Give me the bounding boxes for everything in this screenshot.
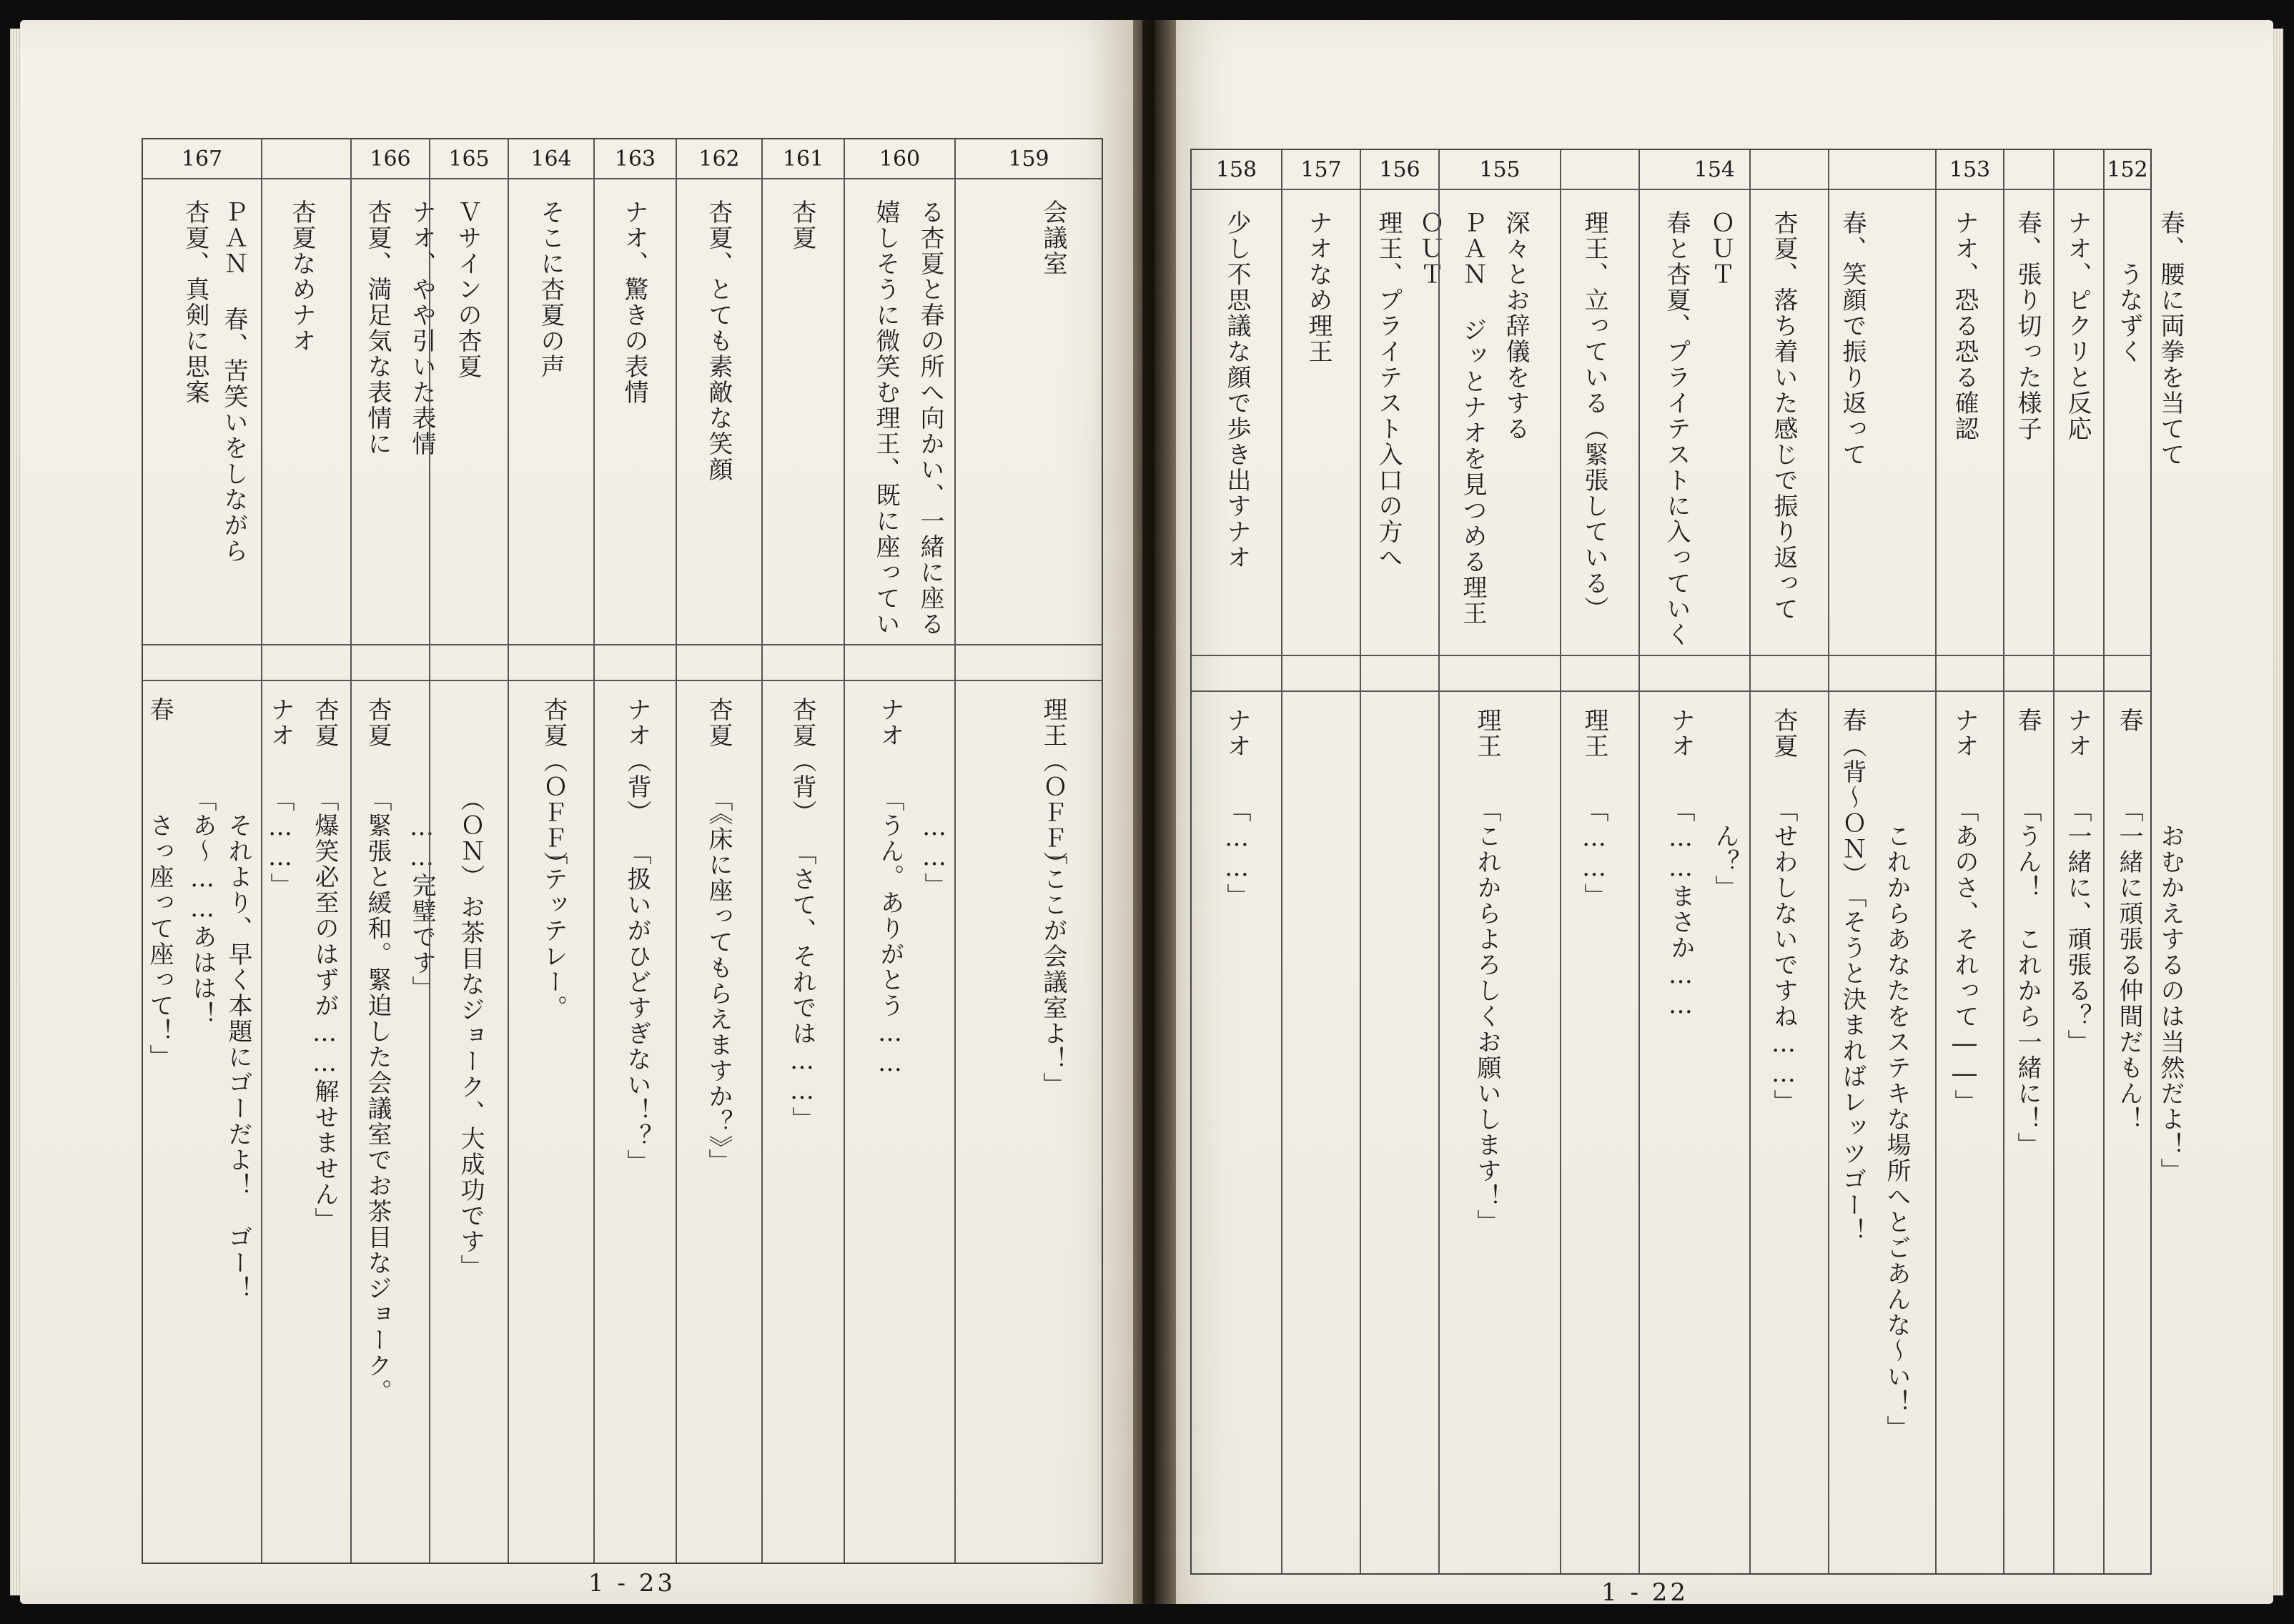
speaker-name: ナオ (2063, 708, 2092, 759)
action-text: ナオ、やや引いた表情 (407, 199, 436, 457)
action-text: 杏夏、とても素敵な笑顔 (704, 199, 733, 482)
scene-number: 152 (2105, 150, 2150, 190)
dialogue-line: 「うん。ありがとう…… (876, 787, 904, 1079)
speaker-name: 理王 (1580, 708, 1608, 759)
action-text: 杏夏、落ち着いた感じで振り返って (1769, 210, 1798, 622)
dialogue-line: 「テッテレー。 (539, 841, 568, 1021)
scene-column-167b (261, 139, 350, 1563)
action-text: 少し不思議な顔で歩き出すナオ (1222, 210, 1251, 570)
scene-column-161 (761, 139, 844, 1563)
page-number: 1 - 23 (588, 1569, 676, 1598)
speaker-name: 杏夏 (363, 697, 392, 748)
scene-column-160 (844, 139, 954, 1563)
left-page (20, 20, 1142, 1604)
scene-number: 157 (1282, 150, 1360, 190)
dialogue-line: 「……まさか…… (1666, 798, 1695, 1021)
scene-number: 158 (1192, 150, 1281, 190)
scene-column-153 (1935, 150, 2003, 1573)
page-edge-right (2273, 29, 2283, 1595)
scene-number: 164 (509, 139, 593, 179)
scene-number: 167 (143, 139, 261, 179)
action-text: 深々とお辞儀をする (1501, 210, 1530, 442)
action-text: 理王、プライテスト入口の方へ (1374, 210, 1403, 570)
dialogue-line: ん？」 (1711, 798, 1739, 901)
scene-column-155b (1560, 150, 1638, 1573)
scene-column-155 (1438, 150, 1560, 1573)
dialogue-line: 「これからよろしくお願いします！」 (1473, 798, 1501, 1235)
action-text: 会議室 (1039, 199, 1067, 277)
speaker-name: 春 (145, 697, 174, 723)
dialogue-line: ……」 (920, 787, 949, 898)
scene-number: 162 (677, 139, 761, 179)
dialogue-line: 「一緒に、頑張る？」 (2063, 798, 2092, 1055)
speaker-name: 杏夏 (310, 697, 339, 748)
speaker-name: 春（背～ＯＮ） (1838, 708, 1867, 888)
scene-column-163 (593, 139, 676, 1563)
action-text: 理王、立っている（緊張している） (1580, 210, 1608, 622)
action-text: ナオ、驚きの表情 (620, 199, 648, 405)
dialogue-line: 「せわしないですね……」 (1769, 798, 1798, 1115)
dialogue-line: 「……」 (266, 787, 295, 898)
speaker-name: 杏夏 (704, 697, 733, 748)
action-text: ナオなめ理王 (1304, 210, 1333, 365)
scene-number: 166 (352, 139, 429, 179)
dialogue-line: 「さて、それでは……」 (788, 841, 816, 1132)
scene-number: 161 (763, 139, 844, 179)
page-edge-left (10, 29, 20, 1595)
scene-column-154 (1638, 150, 1749, 1573)
speaker-name: ナオ (876, 697, 904, 748)
dialogue-line: おむかえするのは当然だよ！」 (2156, 798, 2185, 1184)
action-text: 嬉しそうに微笑む理王、既に座ってい (871, 199, 900, 637)
speaker-name: ナオ（背） (623, 697, 651, 826)
scene-column-167 (143, 139, 261, 1563)
dialogue-line: それより、早く本題にゴーだよ！ ゴー！ (224, 787, 252, 1302)
scene-number: 160 (845, 139, 954, 179)
dialogue-line: これからあなたをステキな場所へとごあんな～い！」 (1882, 798, 1911, 1441)
page-number: 1 - 22 (1601, 1578, 1689, 1607)
action-text: 春と杏夏、プライテストに入っていく (1662, 210, 1691, 648)
scene-column-153b (2003, 150, 2053, 1573)
action-text: ＯＵＴ (1415, 210, 1444, 287)
action-text: ナオ、恐る恐る確認 (1950, 210, 1979, 442)
scene-number: 165 (430, 139, 508, 179)
speaker-name: ナオ (266, 697, 295, 748)
dialogue-line: 「うん！ これから一緒に！」 (2013, 798, 2042, 1158)
scene-column-158 (1192, 150, 1281, 1573)
script-table-right (1190, 149, 2185, 1575)
scene-number: 153 (1937, 150, 2003, 190)
action-text: ＰＡＮ ジッとナオを見つめる理王 (1458, 210, 1487, 626)
scene-number: 154 (1640, 150, 1749, 190)
scene-column-159 (954, 139, 1102, 1563)
speaker-name: 杏夏 (1769, 708, 1798, 759)
action-text: Ｖサインの杏夏 (453, 199, 482, 380)
dialogue-line: お茶目なジョーク、大成功です」 (456, 894, 485, 1280)
action-text: 春、腰に両拳を当てて (2156, 210, 2185, 467)
scene-column-165 (429, 139, 508, 1563)
action-text: 杏夏、満足気な表情に (363, 199, 392, 457)
action-text: る杏夏と春の所へ向かい、一緒に座る (916, 199, 944, 637)
dialogue-line: 「あ～……あはは！ (188, 787, 217, 1027)
speaker-name: ナオ (1666, 708, 1695, 759)
action-text: 杏夏、真剣に思案 (181, 199, 209, 405)
scene-column-154b (1749, 150, 1828, 1573)
speaker-name: ナオ (1222, 708, 1251, 759)
dialogue-line: 「ここが会議室よ！」 (1039, 841, 1067, 1098)
scene-column-164 (508, 139, 593, 1563)
scene-column-156 (1360, 150, 1444, 1573)
action-text: 杏夏 (788, 199, 816, 251)
scene-column-157 (1281, 150, 1360, 1573)
action-text: 春、笑顔で振り返って (1838, 210, 1867, 467)
dialogue-line: 「一緒に頑張る仲間だもん！ (2115, 798, 2143, 1132)
dialogue-line: 「爆笑必至のはずが……解せません」 (310, 787, 339, 1233)
dialogue-line: ……完璧です」 (407, 787, 436, 1001)
dialogue-line: 「そうと決まればレッツゴー！ (1838, 883, 1867, 1244)
right-page (1155, 20, 2273, 1607)
dialogue-line: さっ座って座って！」 (145, 787, 174, 1070)
book-gutter (1133, 20, 1176, 1604)
action-text: ＯＵＴ (1706, 210, 1735, 287)
scene-number: 156 (1361, 150, 1438, 190)
action-text: そこに杏夏の声 (536, 199, 565, 380)
dialogue-line: （ＯＮ） (456, 787, 485, 890)
dialogue-line: 「……」 (1580, 798, 1608, 909)
scene-column-166 (350, 139, 436, 1563)
dialogue-line: 「あのさ、それって――」 (1950, 798, 1979, 1115)
action-text: ナオ、ピクリと反応 (2063, 210, 2092, 442)
scene-number: 159 (956, 139, 1102, 179)
scene-column-153c (2053, 150, 2103, 1573)
scene-column-152 (2103, 150, 2185, 1573)
speaker-name: 杏夏（背） (788, 697, 816, 826)
action-text: 杏夏なめナオ (287, 199, 316, 354)
script-table-left (142, 138, 1103, 1564)
scene-number: 155 (1440, 150, 1560, 190)
action-text: うなずく (2115, 262, 2143, 365)
dialogue-line: 「《床に座ってもらえますか？》」 (704, 787, 733, 1174)
speaker-name: 春 (2115, 708, 2143, 733)
dialogue-line: 「……」 (1222, 798, 1251, 909)
speaker-name: 杏夏（ＯＦＦ） (539, 697, 568, 877)
action-text: ＰＡＮ 春、苦笑いをしながら (219, 199, 248, 564)
speaker-name: ナオ (1950, 708, 1979, 759)
action-text: 春、張り切った様子 (2013, 210, 2042, 442)
speaker-name: 理王 (1473, 708, 1501, 759)
dialogue-line: 「扱いがひどすぎない！？」 (623, 841, 651, 1175)
dialogue-line: 「緊張と緩和。緊迫した会議室でお茶目なジョーク。 (363, 787, 392, 1405)
scene-column-154c (1828, 150, 1935, 1573)
scene-number: 163 (595, 139, 676, 179)
scene-column-162 (676, 139, 761, 1563)
speaker-name: 理王（ＯＦＦ） (1039, 697, 1067, 877)
speaker-name: 春 (2013, 708, 2042, 733)
